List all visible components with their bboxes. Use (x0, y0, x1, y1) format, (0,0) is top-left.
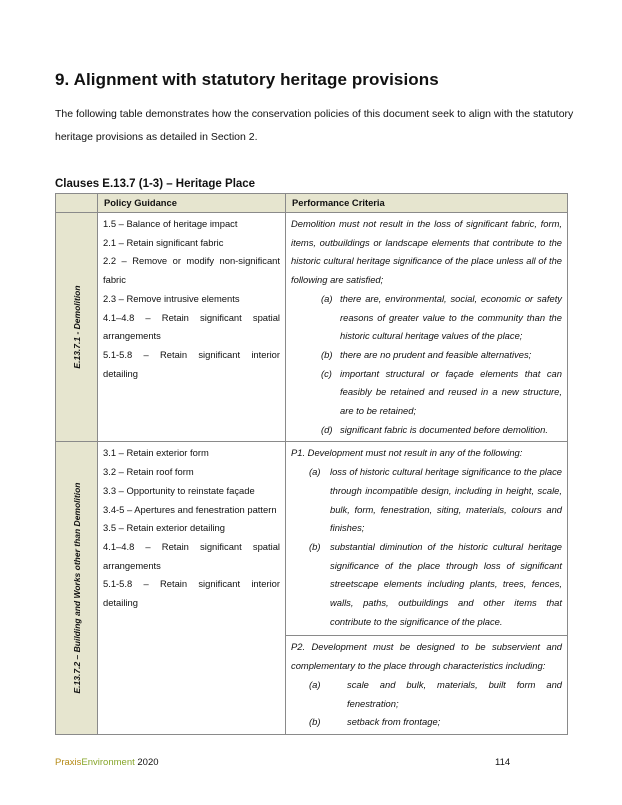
footer-year: 2020 (134, 757, 159, 768)
criteria-clause (321, 365, 562, 421)
table-caption: Clauses E.13.7 (1-3) – Heritage Place (55, 178, 256, 190)
clause-label: (a) (321, 292, 333, 304)
guidance-item: 4.1–4.8 – Retain significant spatial arrangements (103, 540, 280, 571)
intro-paragraph: The following table demonstrates how the conservation policies of this document seek to align with the statutory heritage provisions as detailed in Section 2. (55, 108, 574, 143)
criteria-p2-intro: P2. Development must be designed to be subservient and complementary to the place through characteristics including: (291, 641, 562, 672)
criteria-clause (321, 346, 562, 365)
row-label-demolition: E.13.7.1 - Demolition (71, 285, 82, 369)
table-header-row (56, 194, 568, 213)
clause-text: there are, environmental, social, economic or safety reasons of greater value to the community than the historic cultural heritage values of the place; (340, 292, 562, 342)
criteria-clause (321, 421, 562, 440)
guidance-item: 5.1-5.8 – Retain significant interior detailing (103, 578, 280, 609)
clause-text: setback from frontage; (347, 716, 441, 728)
brand-praxis: Praxis (55, 757, 82, 768)
footer-brand (55, 757, 159, 768)
clause-label: (a) (309, 678, 321, 690)
performance-criteria-cell (286, 442, 568, 735)
clause-label: (a) (309, 466, 321, 478)
guidance-item: 2.2 – Remove or modify non-significant fabric (103, 255, 280, 286)
brand-environment: Environment (81, 757, 135, 768)
header-policy-guidance: Policy Guidance (98, 194, 286, 213)
clause-text: there are no prudent and feasible alternatives; (340, 348, 532, 360)
header-blank-cell (56, 194, 98, 213)
clause-label: (c) (321, 367, 332, 379)
guidance-item: 4.1–4.8 – Retain significant spatial arrangements (103, 311, 280, 342)
guidance-item: 3.3 – Opportunity to reinstate façade (103, 484, 255, 496)
criteria-clause (309, 676, 562, 713)
policy-guidance-cell (98, 442, 286, 735)
policy-guidance-cell (98, 213, 286, 442)
guidance-item: 5.1-5.8 – Retain significant interior detailing (103, 348, 280, 379)
clause-label: (b) (309, 540, 321, 552)
row-label-building-works: E.13.7.2 – Building and Works other than Demolition (71, 482, 82, 694)
performance-criteria-cell (286, 213, 568, 442)
clause-text: substantial diminution of the historic cultural heritage significance of the place through loss of significant streetscape elements including plants, trees, fences, walls, paths, outbuildings and other items that contribute to the significance of the place. (330, 540, 562, 627)
criteria-clause (309, 463, 562, 538)
guidance-item: 2.3 – Remove intrusive elements (103, 292, 240, 304)
criteria-p2-section (286, 635, 567, 732)
guidance-item: 2.1 – Retain significant fabric (103, 236, 224, 248)
row-label-cell (56, 213, 98, 442)
row-label-cell (56, 442, 98, 735)
criteria-intro: Demolition must not result in the loss of significant fabric, form, items, outbuildings or landscape elements that contribute to the historic cultural heritage significance of the place unless all of the following are satisfied; (291, 218, 562, 286)
clause-label: (b) (321, 348, 333, 360)
guidance-item: 1.5 – Balance of heritage impact (103, 218, 238, 229)
guidance-item: 3.4-5 – Apertures and fenestration pattern (103, 503, 277, 515)
criteria-p1-intro: P1. Development must not result in any of the following: (291, 447, 523, 459)
criteria-clause (321, 290, 562, 346)
section-heading: 9. Alignment with statutory heritage provisions (55, 70, 439, 89)
clause-text: significant fabric is documented before demolition. (340, 423, 548, 435)
clause-label: (d) (321, 423, 333, 435)
criteria-clause (309, 713, 562, 732)
header-performance-criteria: Performance Criteria (286, 194, 568, 213)
clause-label: (b) (309, 716, 321, 728)
clause-text: important structural or façade elements that can feasibly be retained and reused in a new structure, are to be retained; (340, 367, 562, 417)
clause-text: scale and bulk, materials, built form and fenestration; (347, 678, 562, 709)
table-row-building-works (56, 442, 568, 735)
clause-text: loss of historic cultural heritage significance to the place through incompatible design, including in height, scale, bulk, form, fenestration, siting, materials, colours and finishes; (330, 466, 562, 534)
criteria-clause (309, 538, 562, 632)
guidance-item: 3.2 – Retain roof form (103, 466, 194, 478)
heritage-table (55, 193, 568, 735)
guidance-item: 3.1 – Retain exterior form (103, 447, 209, 459)
table-row-demolition (56, 213, 568, 442)
guidance-item: 3.5 – Retain exterior detailing (103, 522, 225, 534)
page-number: 114 (495, 757, 511, 768)
